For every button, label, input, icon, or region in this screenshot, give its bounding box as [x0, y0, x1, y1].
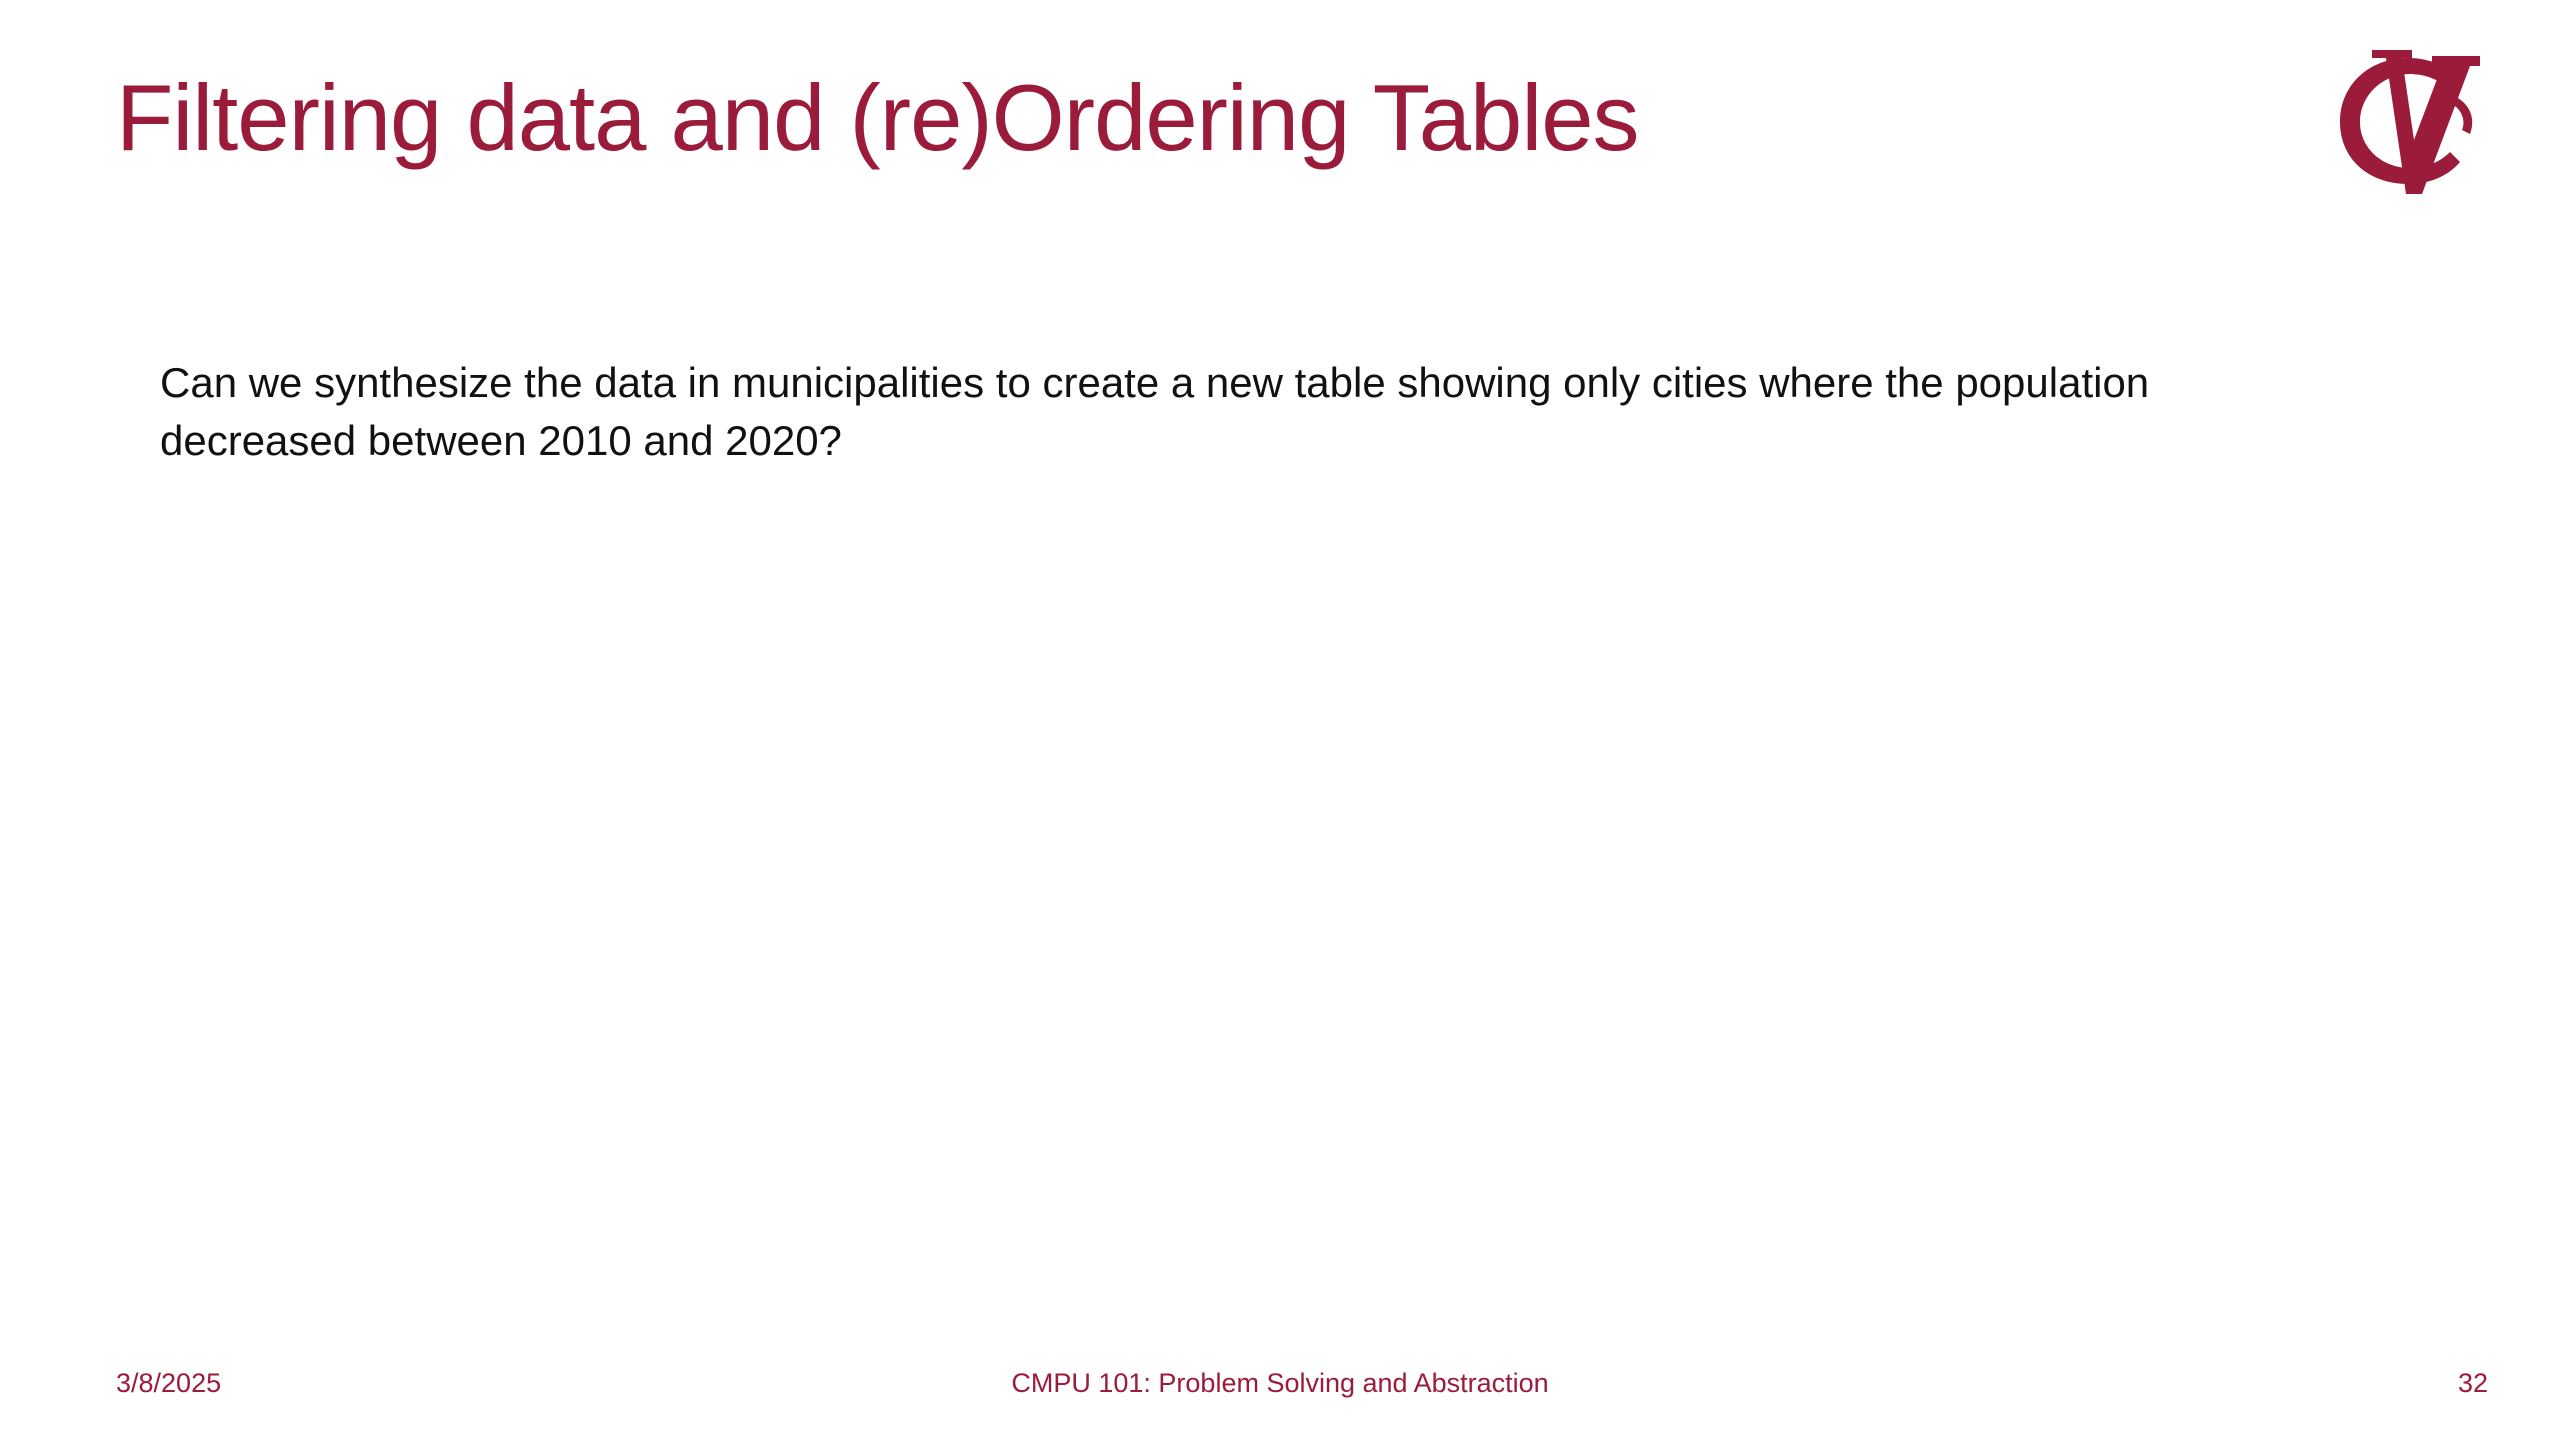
vc-monogram-icon [2330, 44, 2486, 196]
footer-course-title: CMPU 101: Problem Solving and Abstraction [1011, 1368, 1549, 1398]
slide-title: Filtering data and (re)Ordering Tables [116, 65, 1639, 170]
body-question: Can we synthesize the data in municipalities to create a new table showing only cities where the population decreased between 2010 and 2020? [160, 359, 2150, 464]
footer-date: 3/8/2025 [116, 1368, 222, 1398]
footer-page-number: 32 [2457, 1368, 2488, 1398]
